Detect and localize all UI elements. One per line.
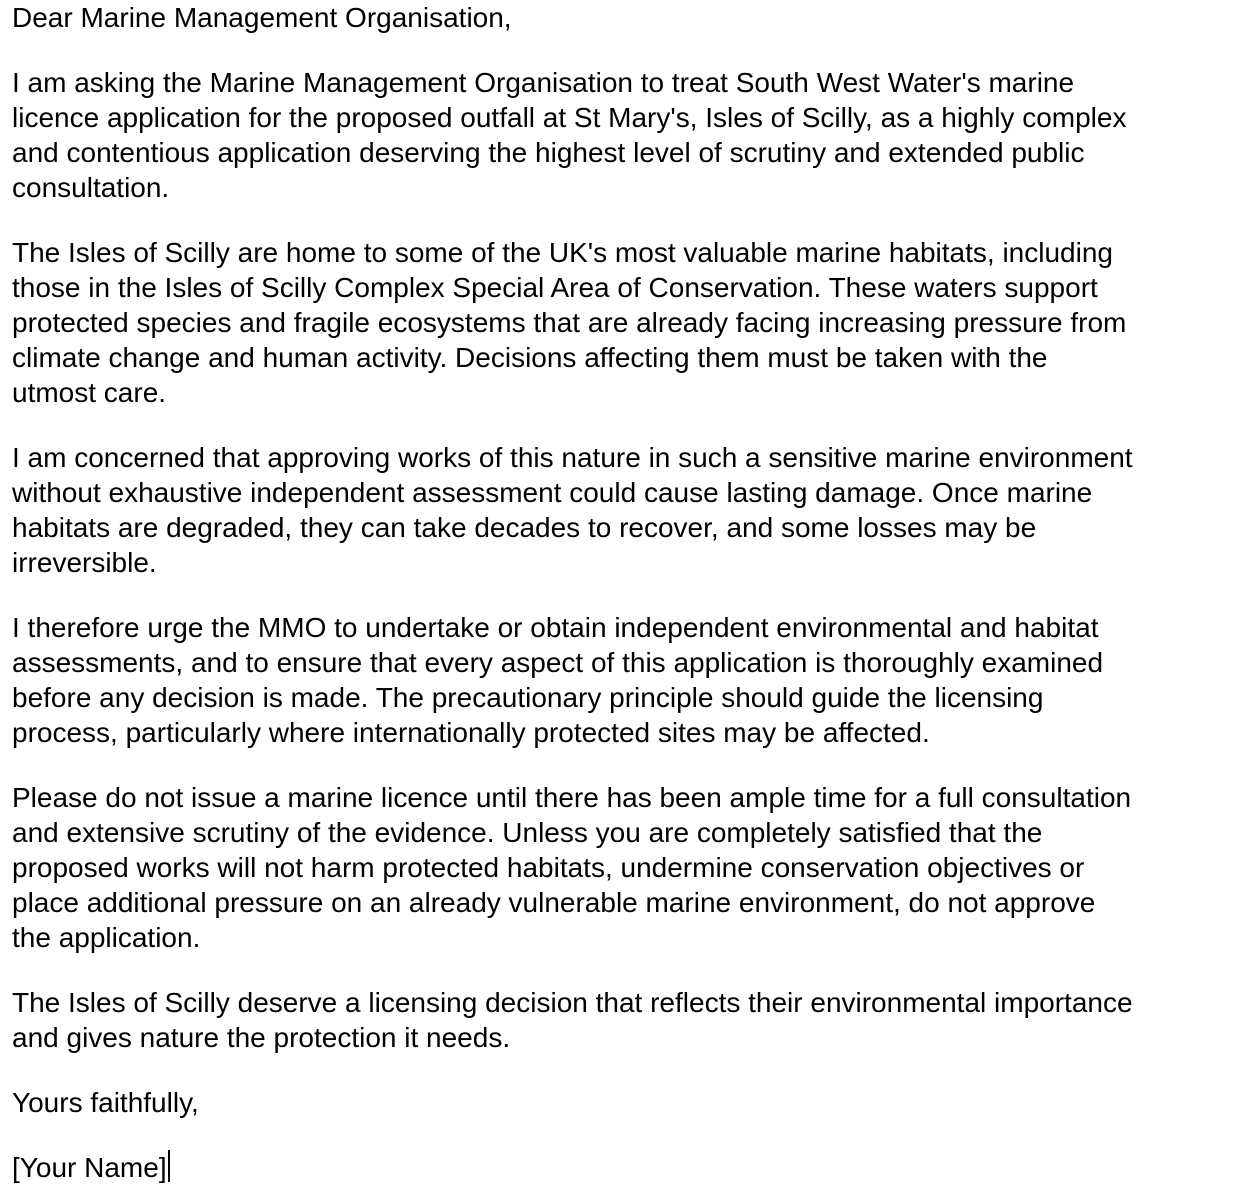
paragraph-line: licence application for the proposed outfall at St Mary's, Isles of Scilly, as a highly complex xyxy=(12,102,1127,133)
paragraph-1 xyxy=(12,65,1254,205)
paragraph-line: consultation. xyxy=(12,172,170,203)
closing xyxy=(12,1085,1254,1120)
signature-text: [Your Name] xyxy=(12,1152,167,1183)
paragraph-line: and extensive scrutiny of the evidence. Unless you are completely satisfied that the xyxy=(12,817,1043,848)
paragraph-line: I am concerned that approving works of this nature in such a sensitive marine environment xyxy=(12,442,1133,473)
paragraph-line: protected species and fragile ecosystems that are already facing increasing pressure from xyxy=(12,307,1127,338)
paragraph-line: before any decision is made. The precautionary principle should guide the licensing xyxy=(12,682,1044,713)
paragraph-6 xyxy=(12,985,1254,1055)
paragraph-line: the application. xyxy=(12,922,201,953)
signature-line xyxy=(12,1150,1254,1185)
salutation-text: Dear Marine Management Organisation, xyxy=(12,2,512,33)
paragraph-line: irreversible. xyxy=(12,547,157,578)
paragraph-5 xyxy=(12,780,1254,955)
paragraph-line: proposed works will not harm protected habitats, undermine conservation objectives or xyxy=(12,852,1085,883)
paragraph-line: I therefore urge the MMO to undertake or obtain independent environmental and habitat xyxy=(12,612,1099,643)
paragraph-line: assessments, and to ensure that every aspect of this application is thoroughly examined xyxy=(12,647,1104,678)
paragraph-line: without exhaustive independent assessment could cause lasting damage. Once marine xyxy=(12,477,1093,508)
text-cursor xyxy=(168,1150,170,1182)
paragraph-line: those in the Isles of Scilly Complex Special Area of Conservation. These waters support xyxy=(12,272,1098,303)
paragraph-line: climate change and human activity. Decisions affecting them must be taken with the xyxy=(12,342,1048,373)
paragraph-line: and gives nature the protection it needs. xyxy=(12,1022,511,1053)
paragraph-line: process, particularly where internationally protected sites may be affected. xyxy=(12,717,930,748)
paragraph-line: I am asking the Marine Management Organisation to treat South West Water's marine xyxy=(12,67,1075,98)
paragraph-line: Please do not issue a marine licence until there has been ample time for a full consultation xyxy=(12,782,1132,813)
paragraph-line: place additional pressure on an already vulnerable marine environment, do not approve xyxy=(12,887,1096,918)
paragraph-line: utmost care. xyxy=(12,377,167,408)
paragraph-line: habitats are degraded, they can take decades to recover, and some losses may be xyxy=(12,512,1037,543)
salutation xyxy=(12,0,1254,35)
closing-text: Yours faithfully, xyxy=(12,1087,199,1118)
paragraph-3 xyxy=(12,440,1254,580)
paragraph-line: The Isles of Scilly are home to some of the UK's most valuable marine habitats, including xyxy=(12,237,1113,268)
signature xyxy=(12,1150,1254,1185)
paragraph-line: The Isles of Scilly deserve a licensing decision that reflects their environmental importance xyxy=(12,987,1133,1018)
paragraph-line: and contentious application deserving the highest level of scrutiny and extended public xyxy=(12,137,1085,168)
paragraph-2 xyxy=(12,235,1254,410)
paragraph-4 xyxy=(12,610,1254,750)
